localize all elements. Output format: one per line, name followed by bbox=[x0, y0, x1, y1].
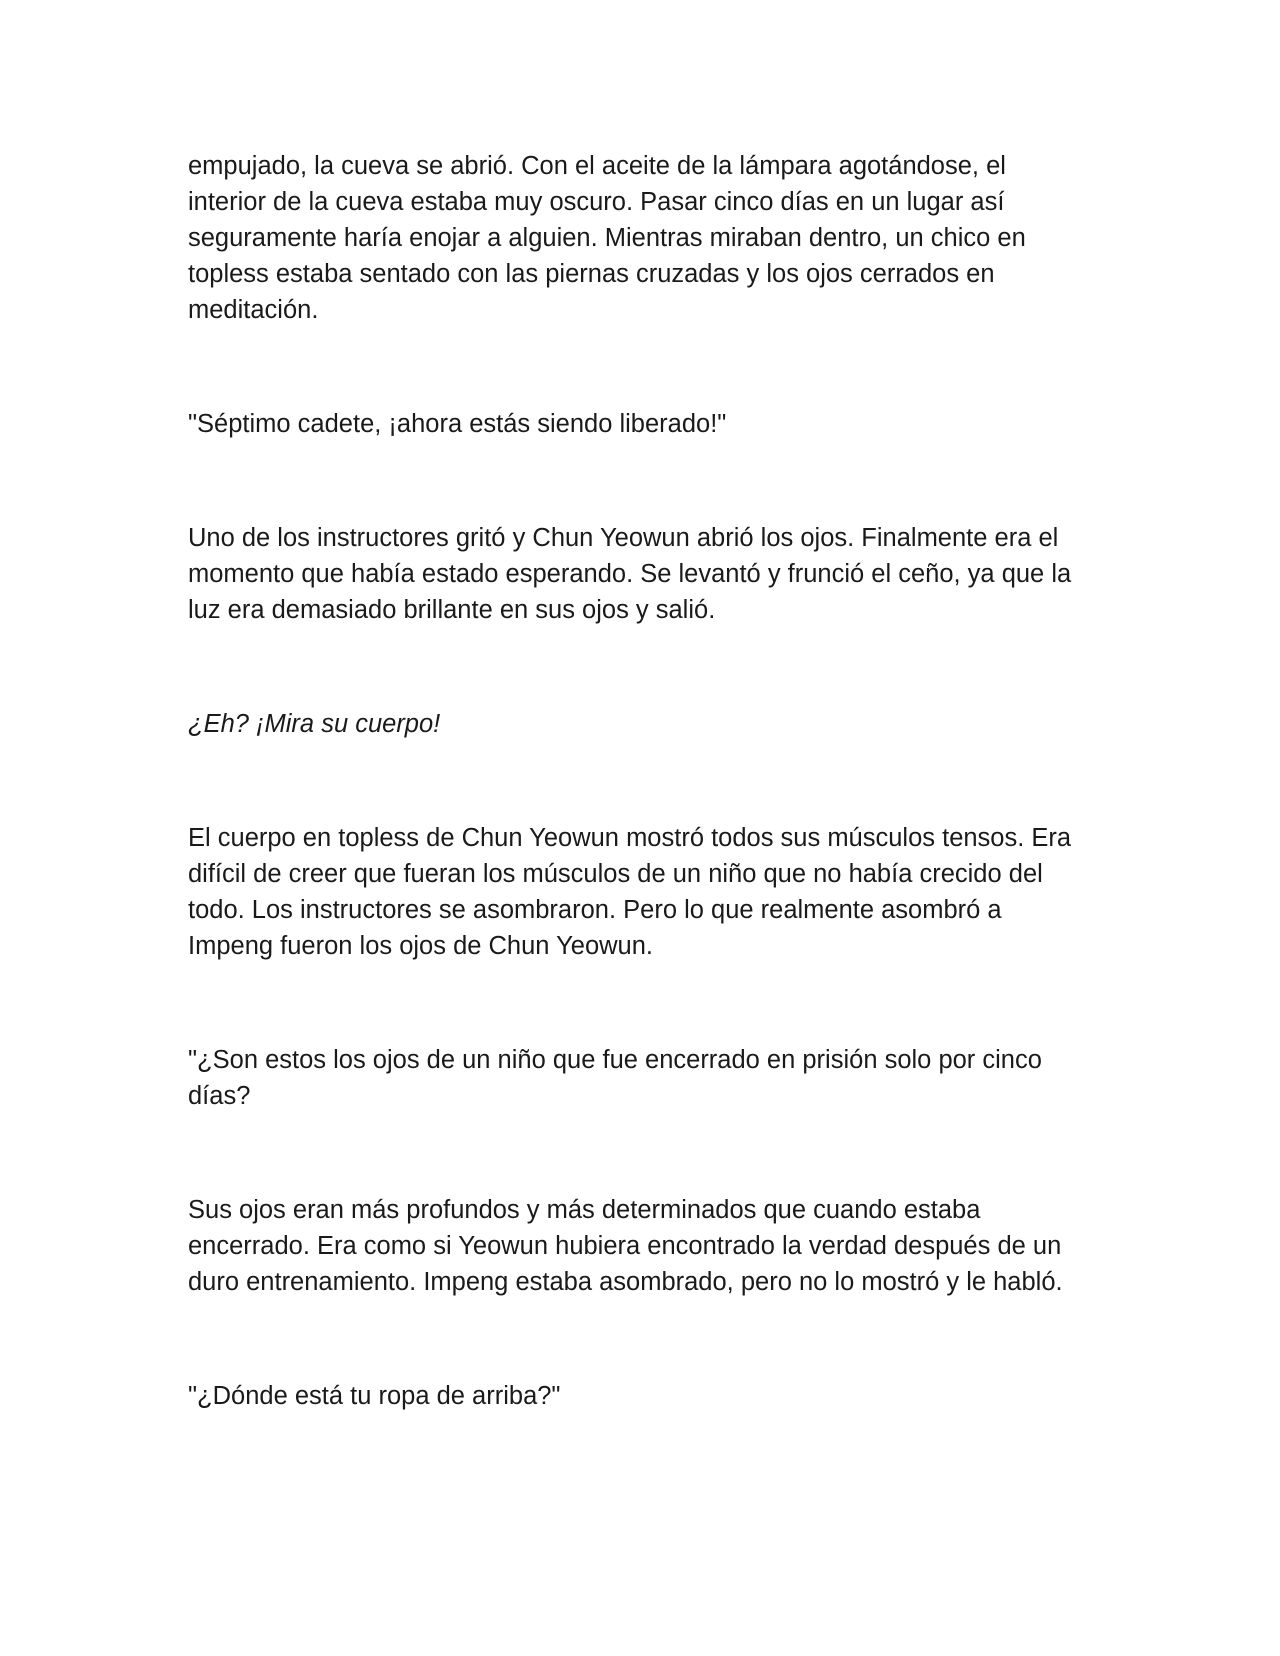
paragraph-6: "¿Son estos los ojos de un niño que fue encerrado en prisión solo por cinco días? bbox=[188, 1046, 1042, 1110]
paragraph-spacer bbox=[188, 1114, 1088, 1192]
paragraph-spacer bbox=[188, 628, 1088, 706]
paragraph-2: "Séptimo cadete, ¡ahora estás siendo liberado!" bbox=[188, 410, 727, 438]
paragraph-3: Uno de los instructores gritó y Chun Yeowun abrió los ojos. Finalmente era el momento que había estado esperando. Se levantó y frunció el ceño, ya que la luz era demasiado brillante en sus ojos y salió. bbox=[188, 524, 1072, 624]
paragraph-spacer bbox=[188, 742, 1088, 820]
document-body bbox=[188, 148, 1088, 1414]
paragraph-4: ¿Eh? ¡Mira su cuerpo! bbox=[188, 710, 441, 738]
paragraph-8: "¿Dónde está tu ropa de arriba?" bbox=[188, 1382, 561, 1410]
paragraph-7: Sus ojos eran más profundos y más determinados que cuando estaba encerrado. Era como si Yeowun hubiera encontrado la verdad después de un duro entrenamiento. Impeng estaba asombrado, pero no lo mostró y le habló. bbox=[188, 1196, 1063, 1296]
paragraph-5: El cuerpo en topless de Chun Yeowun mostró todos sus músculos tensos. Era difícil de creer que fueran los músculos de un niño que no había crecido del todo. Los instructores se asombraron. Pero lo que realmente asombró a Impeng fueron los ojos de Chun Yeowun. bbox=[188, 824, 1072, 960]
paragraph-spacer bbox=[188, 1300, 1088, 1378]
paragraph-spacer bbox=[188, 328, 1088, 406]
paragraph-spacer bbox=[188, 964, 1088, 1042]
paragraph-1: empujado, la cueva se abrió. Con el aceite de la lámpara agotándose, el interior de la cueva estaba muy oscuro. Pasar cinco días en un lugar así seguramente haría enojar a alguien. Mientras miraban dentro, un chico en topless estaba sentado con las piernas cruzadas y los ojos cerrados en meditación. bbox=[188, 152, 1026, 324]
paragraph-spacer bbox=[188, 442, 1088, 520]
